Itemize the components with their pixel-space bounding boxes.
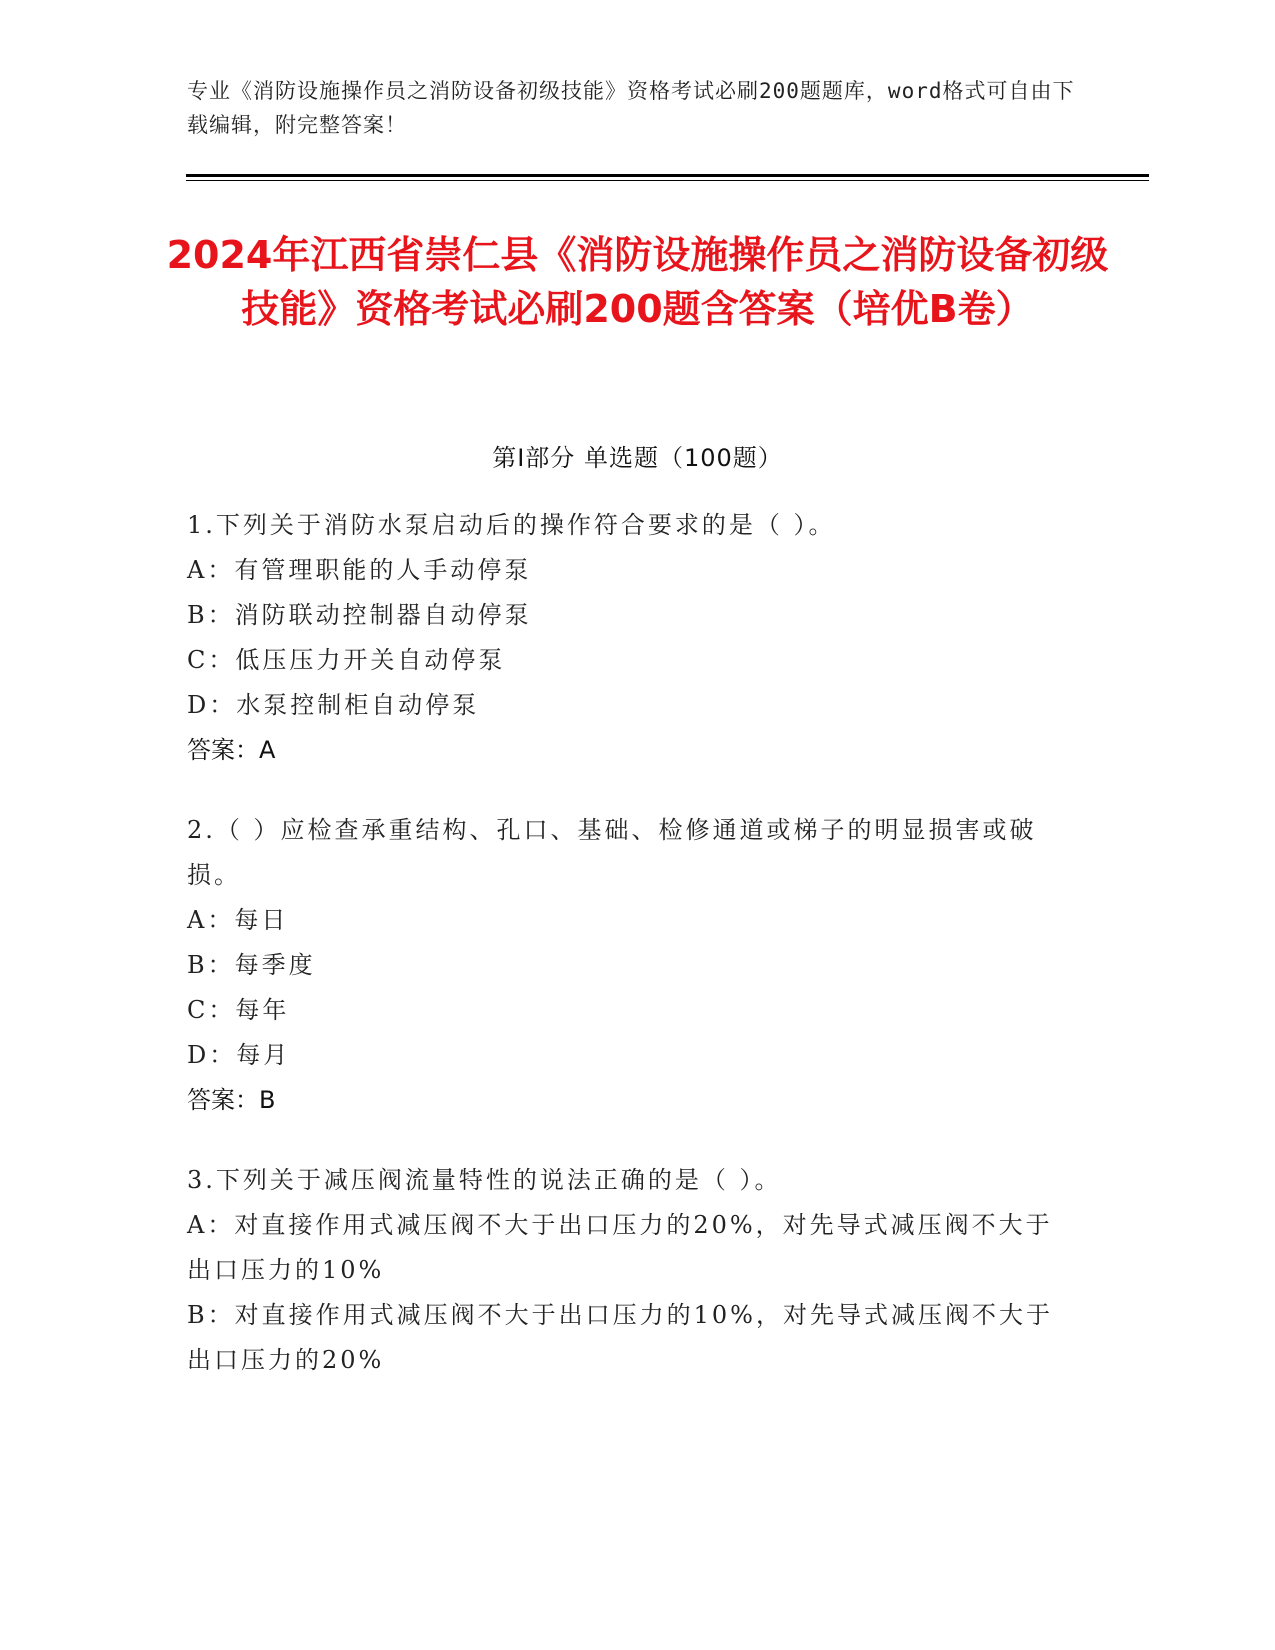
option-c: C：每年	[187, 996, 290, 1024]
question-stem: 1.下列关于消防水泵启动后的操作符合要求的是（ ）。	[187, 511, 836, 539]
option-a: A：每日	[187, 906, 289, 934]
answer: 答案：B	[187, 1086, 276, 1114]
header-divider-thick	[186, 174, 1149, 177]
question-2	[187, 808, 1067, 1123]
option-d: D：水泵控制柜自动停泵	[187, 691, 480, 719]
question-3	[187, 1158, 1067, 1383]
question-stem: 3.下列关于减压阀流量特性的说法正确的是（ ）。	[187, 1166, 782, 1194]
option-b: B：对直接作用式减压阀不大于出口压力的10%，对先导式减压阀不大于出口压力的20%	[187, 1301, 1053, 1374]
section-heading: 第I部分 单选题（100题）	[492, 444, 783, 472]
header-note: 专业《消防设施操作员之消防设备初级技能》资格考试必刷200题题库，word格式可自由下载编辑，附完整答案！	[187, 79, 1075, 137]
option-c: C：低压压力开关自动停泵	[187, 646, 506, 674]
option-a: A：有管理职能的人手动停泵	[187, 556, 532, 584]
option-a: A：对直接作用式减压阀不大于出口压力的20%，对先导式减压阀不大于出口压力的10%	[187, 1211, 1053, 1284]
option-d: D：每月	[187, 1041, 291, 1069]
document-title: 2024年江西省崇仁县《消防设施操作员之消防设备初级技能》资格考试必刷200题含答案（培优B卷）	[166, 233, 1109, 331]
header-divider-thin	[186, 180, 1149, 181]
option-b: B：消防联动控制器自动停泵	[187, 601, 532, 629]
answer: 答案：A	[187, 736, 276, 764]
option-b: B：每季度	[187, 951, 316, 979]
question-stem: 2.（ ）应检查承重结构、孔口、基础、检修通道或梯子的明显损害或破损。	[187, 816, 1037, 889]
question-1	[187, 503, 1067, 773]
